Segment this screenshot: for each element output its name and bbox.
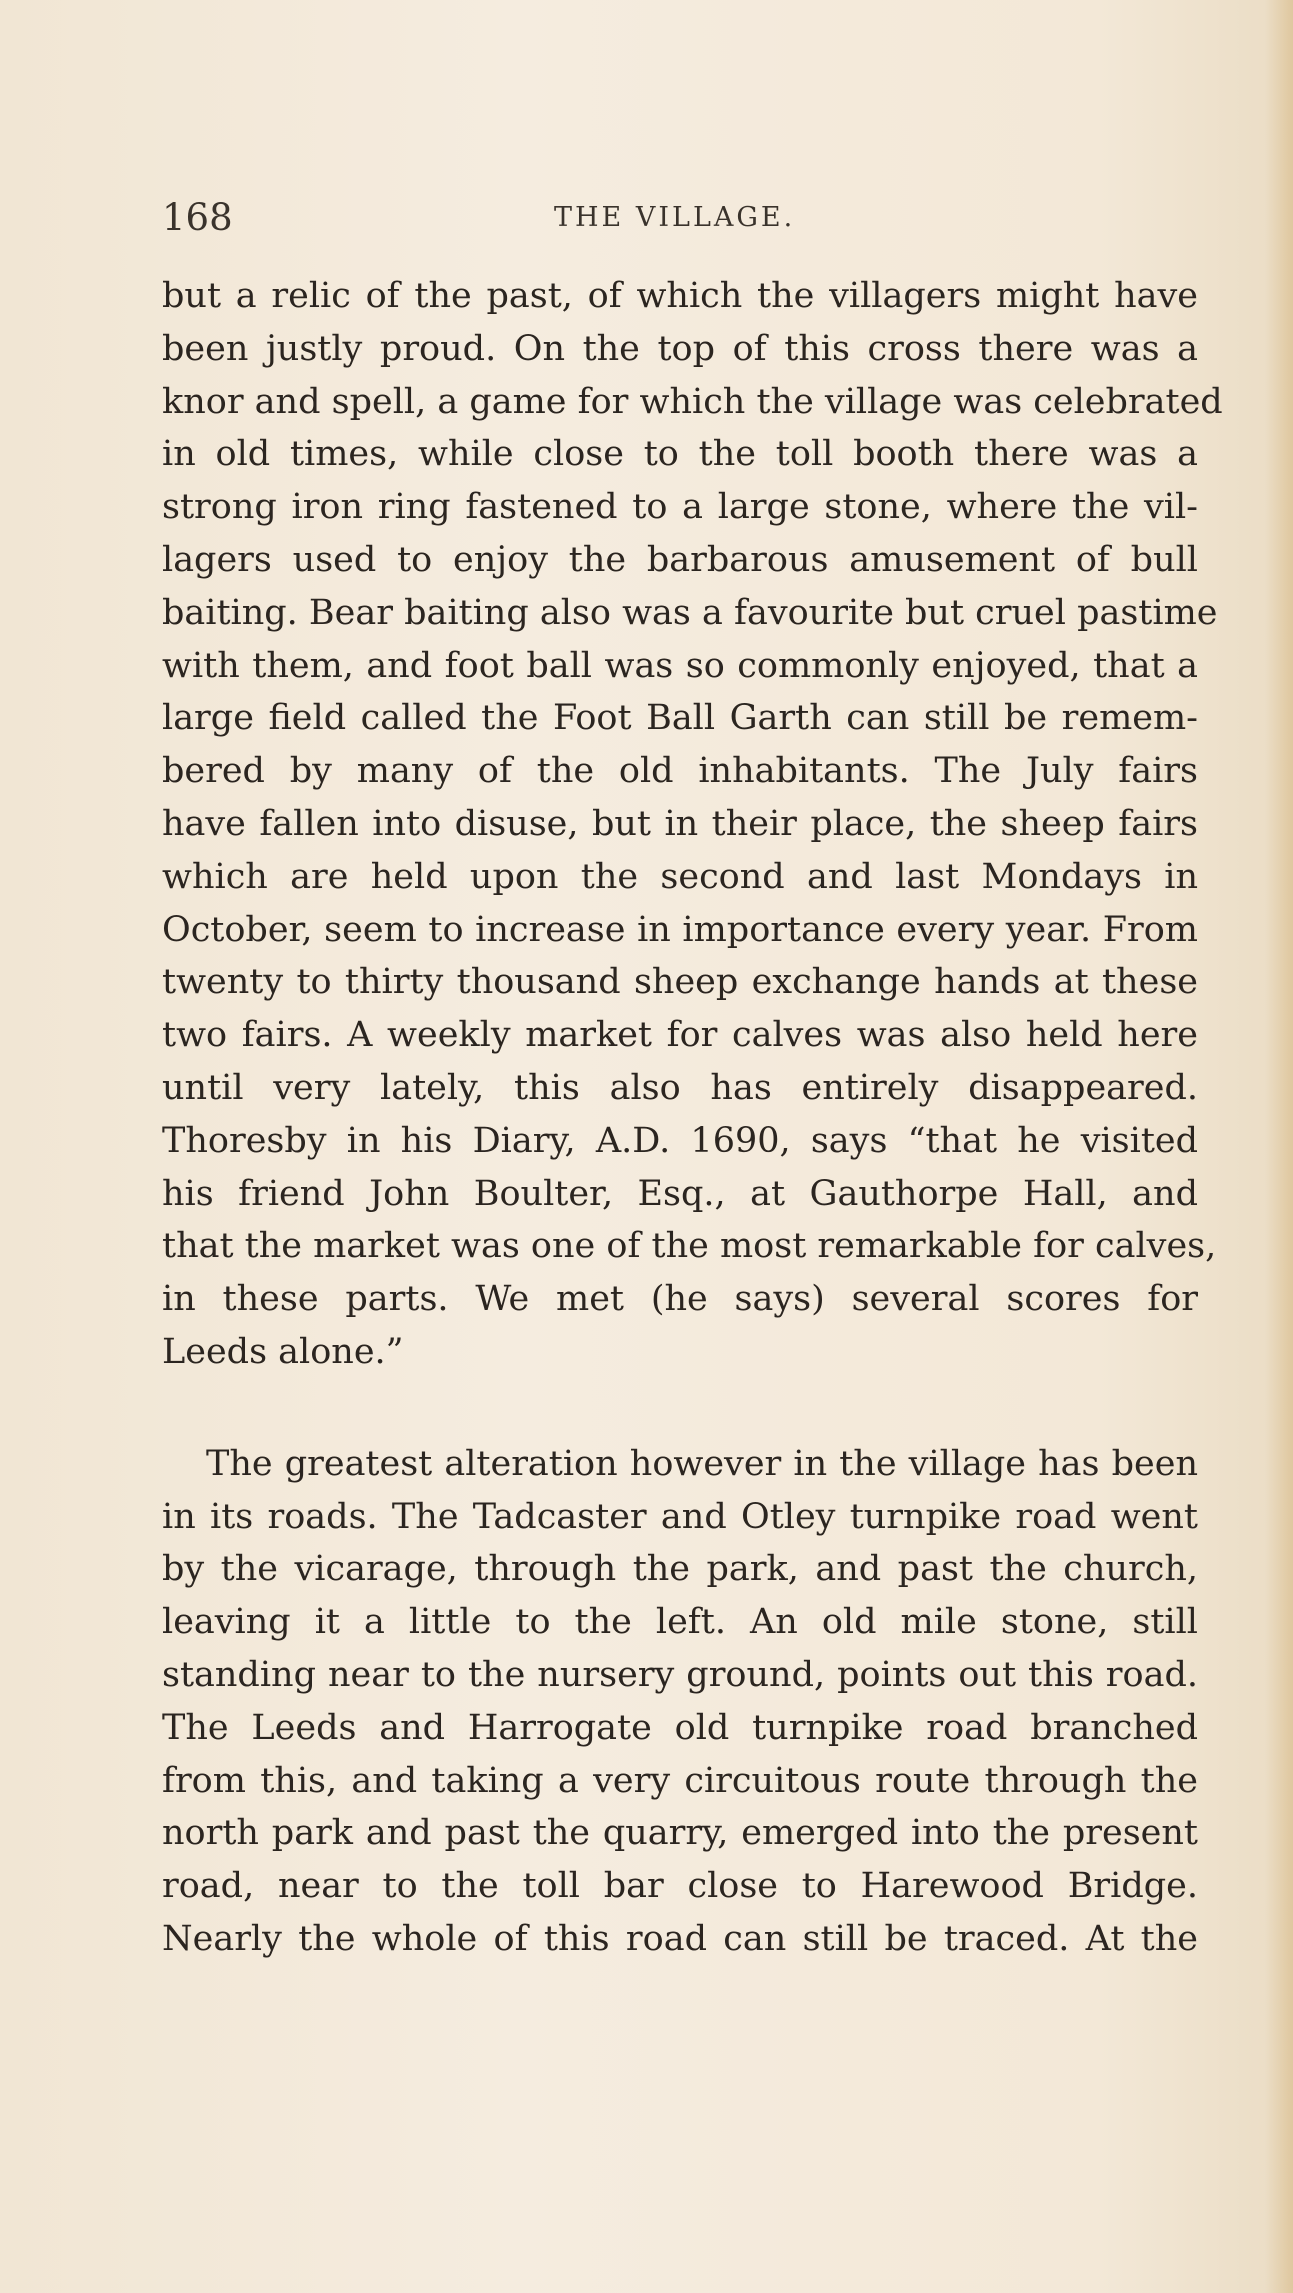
text-line: large field called the Foot Ball Garth can still be remem- — [162, 698, 1198, 739]
text-line: which are held upon the second and last Mondays in — [162, 856, 1198, 897]
page-number: 168 — [162, 196, 233, 239]
text-line: in old times, while close to the toll booth there was a — [162, 434, 1198, 475]
text-line: in these parts. We met (he says) several scores for — [162, 1279, 1198, 1320]
page-header — [162, 196, 1162, 246]
text-line: twenty to thirty thousand sheep exchange hands at these — [162, 962, 1198, 1003]
text-line: two fairs. A weekly market for calves was also held here — [162, 1015, 1198, 1056]
text-line: his friend John Boulter, Esq., at Gauthorpe Hall, and — [162, 1173, 1198, 1214]
text-line: lagers used to enjoy the barbarous amusement of bull — [162, 539, 1198, 580]
text-line: with them, and foot ball was so commonly enjoyed, that a — [162, 645, 1198, 686]
running-head: THE VILLAGE. — [554, 202, 796, 233]
text-line: but a relic of the past, of which the villagers might have — [162, 276, 1198, 316]
text-line: The greatest alteration however in the village has been — [206, 1443, 1198, 1484]
page-edge-shading — [1265, 0, 1293, 2293]
paragraph — [162, 1438, 1198, 1966]
text-line: baiting. Bear baiting also was a favourite but cruel pastime — [162, 592, 1218, 633]
text-line: knor and spell, a game for which the village was celebrated — [162, 381, 1223, 422]
text-line: bered by many of the old inhabitants. The July fairs — [162, 751, 1198, 792]
text-line: Leeds alone.” — [162, 1331, 404, 1372]
text-line: Nearly the whole of this road can still be traced. At the — [162, 1918, 1198, 1959]
text-line: leaving it a little to the left. An old mile stone, still — [162, 1602, 1198, 1643]
text-line: north park and past the quarry, emerged into the present — [162, 1813, 1198, 1854]
text-line: October, seem to increase in importance every year. From — [162, 909, 1198, 950]
text-line: Thoresby in his Diary, A.D. 1690, says “that he visited — [162, 1120, 1198, 1161]
text-line: been justly proud. On the top of this cross there was a — [162, 328, 1198, 369]
paragraph-gap — [162, 1379, 1198, 1438]
text-line: in its roads. The Tadcaster and Otley turnpike road went — [162, 1496, 1198, 1537]
text-line: have fallen into disuse, but in their place, the sheep fairs — [162, 803, 1198, 844]
text-line: until very lately, this also has entirely disappeared. — [162, 1067, 1198, 1108]
text-line: strong iron ring fastened to a large stone, where the vil- — [162, 487, 1198, 528]
text-line: standing near to the nursery ground, points out this road. — [162, 1654, 1198, 1695]
body-text — [162, 270, 1223, 1966]
text-line: The Leeds and Harrogate old turnpike road branched — [162, 1707, 1198, 1748]
text-line: that the market was one of the most remarkable for calves, — [162, 1226, 1217, 1267]
text-line: by the vicarage, through the park, and past the church, — [162, 1549, 1198, 1590]
text-line: road, near to the toll bar close to Harewood Bridge. — [162, 1866, 1198, 1907]
text-line: from this, and taking a very circuitous route through the — [162, 1760, 1198, 1801]
paragraph — [162, 270, 1223, 1379]
